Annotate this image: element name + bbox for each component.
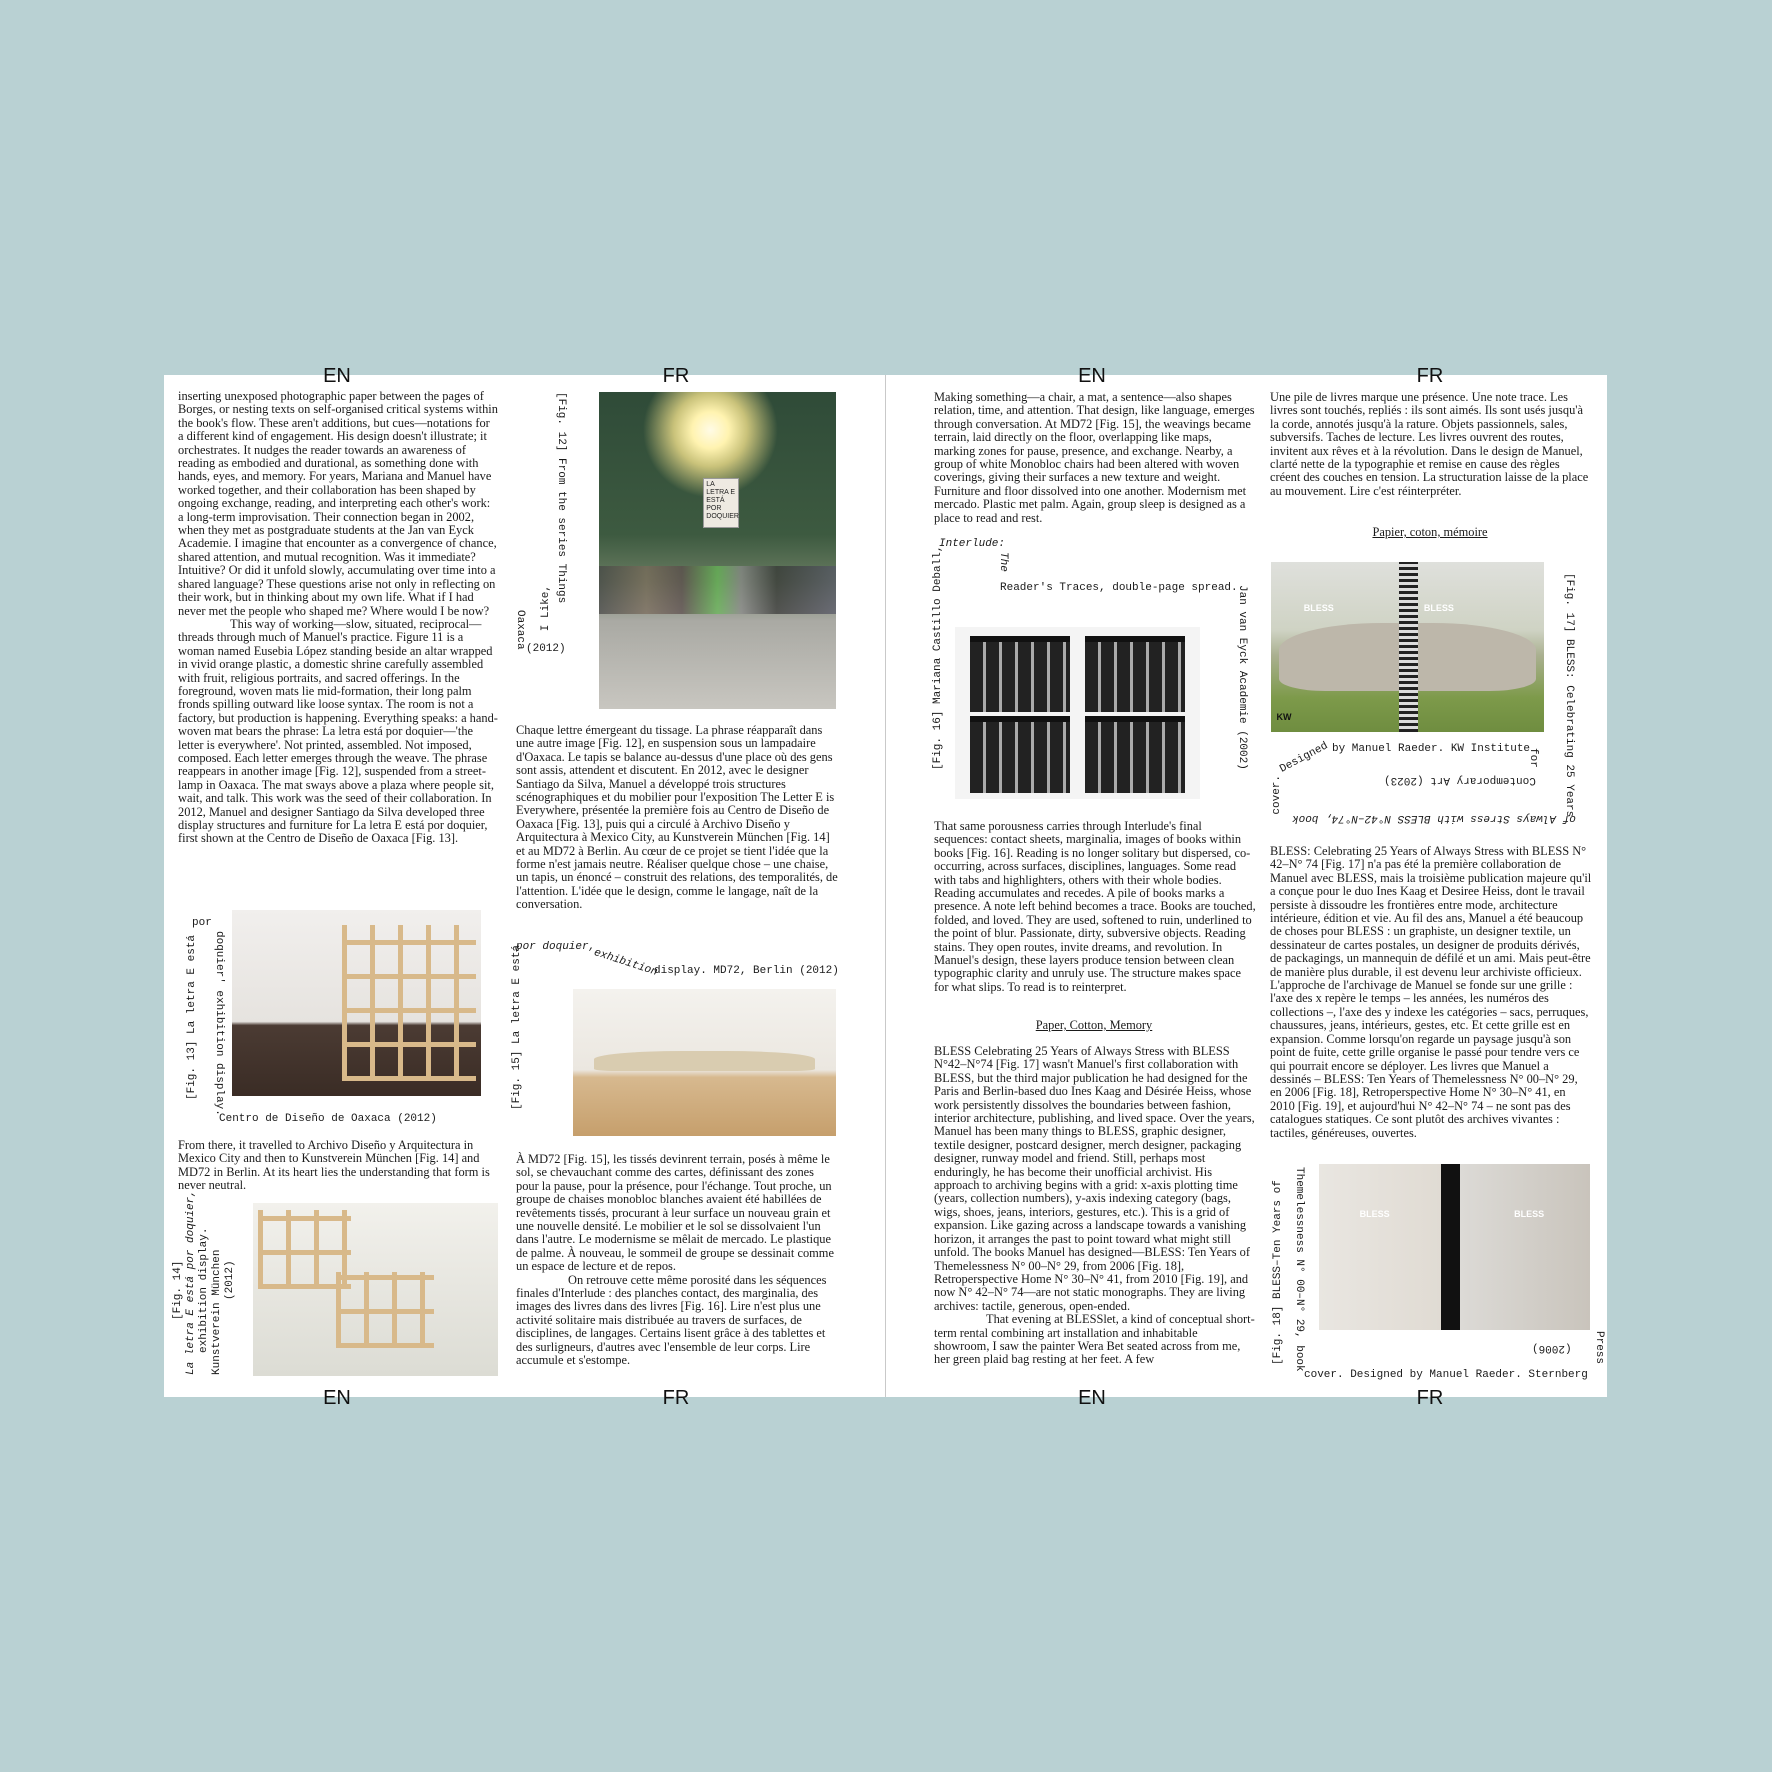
running-foot-fr: FR [662,1387,690,1409]
en-text-column [934,391,1256,525]
paragraph: That same porousness carries through Interlude's final sequences: contact sheets, marginalia, images of books within books [Fig. 16]. Reading is no longer solitary but dispersed, co-occurring, across surfaces, disciplines, languages. Some read with tabs and highlighters, others with their whole bodies. Reading accumulates and recedes. A pile of books marks a presence. A note left behind becomes a trace. Books are touched, folded, and loved. They are used, softened to ruin, underlined to the point of blur. Passionate, dirty, subversive objects. Reading stains. They open routes, invite dreams, and revolution. In Manuel's design, these layers produce tension between clean typographic clarity and unruly use. The structure makes space for what slips. To read is to reinterpret. [934,819,1256,994]
fig15-caption: exhibition [592,947,659,979]
fig12-caption: Oaxaca [514,610,526,650]
fig17-caption: of Always Stress with BLESS N°42–N°74, book [1292,812,1576,824]
fig13-caption: doquier' exhibition display. [213,931,225,1116]
en-text-column [178,390,498,846]
paragraph: À MD72 [Fig. 15], les tissés devinrent terrain, posés à même le sol, se chevauchant comme des cartes, définissant des zones pour la pause, pour la présence, pour l'échange. Tout proche, un groupe de chaises monobloc blanches avaient été habillées de revêtements tissés, procurant à leur surface un nouveau grain et une nouvelle densité. Le mobilier et le sol se dissolvaient l'un dans l'autre. Le modernisme se mêlait de mercado. Le plastique de palme. À nouveau, le sommeil de groupe se dessinait comme un espace de lecture et de repos. [516,1152,834,1274]
fig14-photo [253,1203,498,1376]
fig16-contact-sheets [955,627,1200,799]
fig17-photo [1271,562,1544,732]
fig14-caption: (2012) [224,1260,236,1300]
fig16-caption: Reader's Traces, double-page spread. [1000,582,1238,594]
fig16-caption: The [997,552,1009,572]
fig14-caption: La letra E está por doquier, [185,1190,197,1375]
fig13-photo [232,910,481,1096]
fig12-caption: [Fig. 12] From the series Things [555,392,567,604]
paragraph: Une pile de livres marque une présence. Une note trace. Les livres sont touchés, repliés : ils sont aimés. Ils sont usés jusqu'à la corde, annotés jusqu'à la rature. Objets passionnels, sales, subversifs. Taches de lecture. Les livres ouvrent des routes, invitent aux rêves et à la révolution. Dans le design de Manuel, clarté nette de la typographie et remise en cause des règles créent des couches en tension. La structuration laisse de la place au mouvement. Lire c'est réinterpréter. [1270,390,1589,498]
running-head-en: EN [1078,365,1106,387]
paragraph: BLESS Celebrating 25 Years of Always Stress with BLESS N°42–N°74 [Fig. 17] wasn't Manuel's first collaboration with BLESS, but the third major publication he had designed for the Paris and Berlin-based duo Ines Kaag and Désirée Heiss, whose work persistently dissolves the boundaries between fashion, interior architecture, publishing, and lived space. Over the years, Manuel has been many things to BLESS, graphic designer, textile designer, postcard designer, merch designer, packaging designer, runway model and friend. Still, perhaps most enduringly, he has become their unofficial archivist. His approach to archiving begins with a grid: x-axis plotting time (years, collection numbers), y-axis indexing category (bags, wigs, shoes, jeans, interiors, gestures, etc.). This is a grid of expansion. Like gazing across a landscape towards a vanishing horizon, it arranges the past to point toward what might still unfold. The books Manuel has designed—BLESS: Ten Years of Themelessness N° 00–N° 29, from 2006 [Fig. 18], Retroperspective Home N° 30–N° 41, from 2010 [Fig. 19], and now N° 42–N° 74—are not static monographs. They are living archives: tactile, generous, open-ended. [934,1044,1255,1313]
fig18-caption: Press [1593,1331,1605,1365]
fig14-caption: exhibition display. [198,1227,210,1353]
sign-lettering: LA LETRA E ESTÁ POR DOQUIER [703,478,739,529]
kw-logo: KW [1276,711,1292,722]
en-text-column [934,820,1256,994]
section-heading: Papier, coton, mémoire [1372,525,1488,539]
fig15-photo [573,989,836,1136]
fig16-caption: Interlude: [939,538,1006,550]
paragraph: This way of working—slow, situated, reciprocal—threads through much of Manuel's practice. Figure 11 is a woman named Eusebia López standing beside an altar wrapped in vivid orange plastic, a domestic shrine carefully assembled with fruit, religious portraits, and sacred offerings. In the foreground, woven mats lie mid-formation, their long palm fronds spilling outward like loose syntax. The room is not a factory, but production is happening. Everything speaks: a hand-woven mat bears the phrase: La letra está por doquier—'the letter is everywhere'. Not printed, assembled. Not imposed, composed. Each letter emerges through the weave. The phrase reappears in another image [Fig. 12], suspended from a street-lamp in Oaxaca. The mat sways above a plaza where people sit, wait, and talk. This work was the seed of their collaboration. In 2012, Manuel and designer Santiago da Silva developed three display structures and furniture for La letra E está por doquier, first shown at the Centro de Diseño de Oaxaca [Fig. 13]. [178,616,498,846]
paragraph: On retrouve cette même porosité dans les séquences finales d'Interlude : des planches contact, des marginalia, des images des livres dans des livres [Fig. 16]. Lire n'est plus une activité solitaire mais distribuée au travers de surfaces, de disciplines, de langages. Certains lisent grâce à des tablettes et des surligneurs, d'autres avec l'ensemble de leur corps. Lire accumule et s'estompe. [516,1272,827,1368]
fig14-caption: [Fig. 14] [172,1260,184,1320]
fig12-caption: I Like, [540,585,552,632]
fig13-caption: por [192,917,212,929]
fig18-caption: cover. Designed by Manuel Raeder. Sternberg [1304,1369,1588,1381]
paragraph: Making something—a chair, a mat, a sentence—also shapes relation, time, and attention. That design, like language, emerges through conversation. At MD72 [Fig. 15], the weavings became terrain, laid directly on the floor, overlapping like maps, marking zones for pause, presence, and exchange. Nearby, a group of white Monobloc chairs had been altered with woven coverings, giving their surfaces a new texture and weight. Furniture and floor dissolved into one another. Modernism met mercado. Plastic met palm. Again, group sleep is designed as a place to read and rest. [934,390,1255,525]
fr-text-column [1270,845,1592,1140]
running-head-en: EN [323,365,351,387]
fig18-caption: (2006) [1532,1342,1572,1354]
fig13-caption: [Fig. 13] La letra E está [186,934,198,1100]
en-text-column [178,1139,498,1193]
running-head-fr: FR [1416,365,1444,387]
fig17-caption: Contemporary Art (2023) [1384,774,1536,786]
fig17-caption: cover. [1271,775,1283,815]
spine-divider [885,375,886,1397]
fig15-caption: por doquier, [516,941,596,953]
paragraph: BLESS: Celebrating 25 Years of Always Stress with BLESS N° 42–N° 74 [Fig. 17] n'a pas été la première collaboration de Manuel avec BLESS, mais la troisième publication majeure qu'il a conçue pour le duo Ines Kaag et Desiree Heiss, dont le travail persiste à dissoudre les frontières entre mode, architecture intérieure, édition et vie. Au fil des ans, Manuel a été beaucoup de choses pour BLESS : un graphiste, un designer textile, un dessinateur de cartes postales, un designer de produits dérivés, de packagings, un mannequin de défilé et un ami. Mais peut-être de manière plus durable, il est devenu leur archiviste officieux. L'approche de l'archivage de Manuel se fonde sur une grille : l'axe des x repère le temps – les années, les numéros des collections –, l'axe des y indexe les catégories – sacs, perruques, chaussures, jeans, intérieurs, gestes, etc. Et cette grille est en expansion. Comme lorsqu'on regarde un paysage jusqu'à son point de fuite, cette grille organise le passé pour tendre vers ce qui pourrait encore se déployer. Les livres que Manuel a dessinés – BLESS: Ten Years of Themelessness N° 00–N° 29, en 2006 [Fig. 18], Retroperspective Home N° 30–N° 41, en 2010 [Fig. 19], et aujourd'hui N° 42–N° 74 – ne sont pas des catalogues statiques. Ce sont plutôt des archives vivantes : tactiles, généreuses, ouvertes. [1270,844,1592,1140]
fig18-caption: [Fig. 18] BLESS–Ten Years of [1272,1180,1284,1365]
running-foot-en: EN [323,1387,351,1409]
book-spread [164,365,1607,1409]
fr-text-column [516,724,838,912]
fig16-caption: Jan van Eyck Academie (2002) [1236,585,1248,770]
bless-logo: BLESS [1423,602,1454,613]
paragraph: From there, it travelled to Archivo Diseño y Arquitectura in Mexico City and then to Kunstverein München [Fig. 14] and MD72 in Berlin. At its heart lies the understanding that form is never neutral. [178,1138,490,1193]
fr-text-column [516,1153,838,1368]
fig14-caption: Kunstverein München [211,1249,223,1375]
running-foot-fr: FR [1416,1387,1444,1409]
fig17-caption: Designed [1278,740,1331,776]
bless-logo: BLESS [1359,1208,1390,1219]
fig17-caption: by Manuel Raeder. KW Institute [1332,743,1531,755]
fig18-photo [1319,1164,1590,1330]
bless-logo: BLESS [1514,1208,1545,1219]
bless-logo: BLESS [1303,602,1334,613]
section-heading: Paper, Cotton, Memory [1035,1018,1153,1032]
paragraph: Chaque lettre émergeant du tissage. La phrase réapparaît dans une autre image [Fig. 12], en suspension sous un lampadaire d'Oaxaca. Le tapis se balance au-dessus d'une place où des gens sont assis, attendent et discutent. En 2012, avec le designer Santiago da Silva, Manuel a développé trois structures scénographiques et du mobilier pour l'exposition The Letter E is Everywhere, présentée la première fois au Centro de Diseño de Oaxaca [Fig. 13], puis qui a circulé à Archivo Diseño y Arquitectura à Mexico City, au Kunstverein München [Fig. 14] et au MD72 à Berlin. Au cœur de ce projet se tient l'idée que la forme n'est jamais neutre. Réaliser quelque chose – une chaise, un tapis, un énoncé – construit des relations, des temporalités, de l'attention. L'idée que le design, comme le langage, naît de la conversation. [516,723,838,912]
paragraph: That evening at BLESSlet, a kind of conceptual short-term rental combining art installation and inhabitable showroom, I saw the painter Wera Bet seated across from me, her green plaid bag resting at her feet. A few [934,1312,1255,1367]
fig12-photo [599,392,836,709]
running-foot-en: EN [1078,1387,1106,1409]
fig13-caption: Centro de Diseño de Oaxaca (2012) [219,1113,437,1125]
fig15-caption: [Fig. 15] La letra E está [511,944,523,1110]
fig12-caption: (2012) [526,643,566,655]
fig17-caption: [Fig. 17] BLESS: Celebrating 25 Years [1563,573,1575,818]
paragraph: inserting unexposed photographic paper between the pages of Borges, or nesting texts on self-organised critical systems within the book's flow. These aren't additions, but cues—notations for a different kind of engagement. His design doesn't illustrate; it orchestrates. It nudges the reader towards an awareness of reading as embodied and durational, as something done with hands, eyes, and memory. For years, Mariana and Manuel have worked together, and their collaboration has been shaped by ongoing exchange, reading, and interpreting each other's work: a long-term improvisation. Their connection began in 2002, when they met as postgraduate students at the Jan van Eyck Academie. I imagine that encounter as a convergence of chance, shared attention, and mutual recognition. Was it immediate? Intuitive? Or did it unfold slowly, accumulating over time into a shared language? These questions arise not only in reflecting on their work, but in thinking about my own life. What if I had never met the people who shaped me? Where would I be now? [178,389,498,618]
fig16-caption: [Fig. 16] Mariana Castillo Deball, [932,545,944,770]
running-head-fr: FR [662,365,690,387]
fig17-caption: for [1527,748,1539,768]
en-text-column [934,1045,1256,1367]
fig18-caption: Themelessness N° 00–N° 29, book [1293,1167,1305,1372]
fig15-caption: display. MD72, Berlin (2012) [654,965,839,977]
fr-text-column [1270,391,1592,498]
